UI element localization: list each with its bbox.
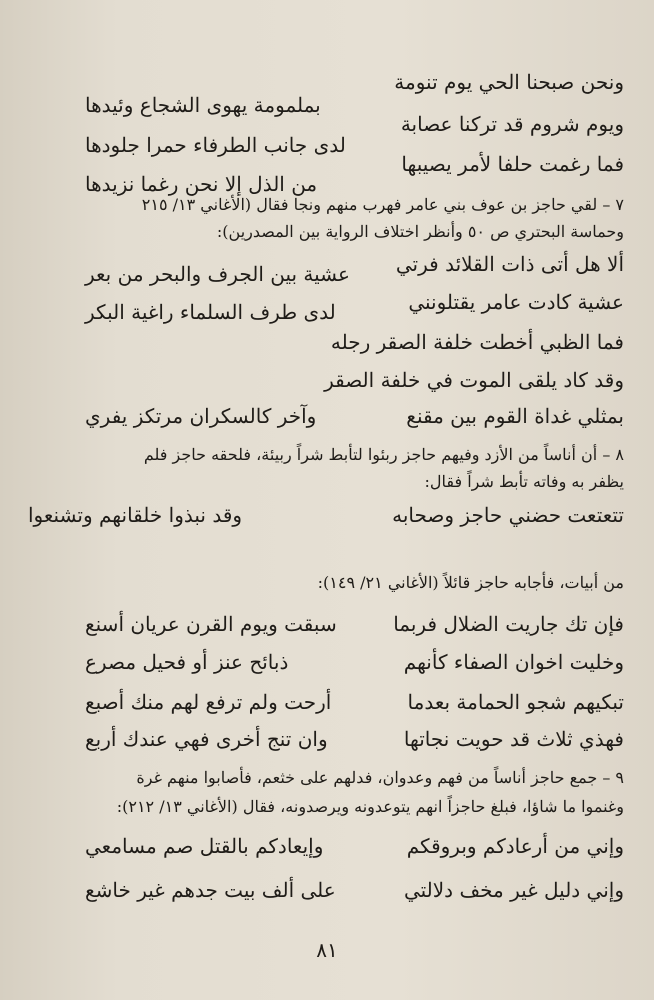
page-number: ٨١ — [316, 938, 338, 962]
prose-line: ٧ – لقي حاجز بن عوف بني عامر فهرب منهم ونجا فقال (الأغاني ١٣/ ٢١٥ — [141, 195, 624, 214]
verse-line: وان تنج أخرى فهي عندك أربع — [85, 727, 328, 751]
verse-line: ويوم شروم قد تركنا عصابة — [400, 112, 624, 136]
verse-line: لدى جانب الطرفاء حمرا جلودها — [85, 133, 346, 157]
verse-line: ونحن صبحنا الحي يوم تنومة — [394, 70, 624, 94]
verse-line: عشية بين الجرف والبحر من بعر — [85, 262, 350, 286]
verse-line: بملمومة يهوى الشجاع وئيدها — [85, 93, 321, 117]
verse-line: عشية كادت عامر يقتلونني — [408, 290, 624, 314]
prose-line: وحماسة البحتري ص ٥٠ وأنظر اختلاف الرواية بين المصدرين): — [216, 222, 624, 241]
verse-line: ذبائح عنز أو فحيل مصرع — [85, 650, 289, 674]
verse-line: وخليت اخوان الصفاء كأنهم — [403, 650, 624, 674]
verse-line: من الذل إلا نحن رغما نزيدها — [85, 172, 318, 196]
verse-line: لدى طرف السلماء راغية البكر — [85, 300, 336, 324]
verse-line: ألا هل أتى ذات القلائد فرتي — [395, 252, 624, 276]
verse-line: وإني دليل غير مخف دلالتي — [403, 878, 624, 902]
prose-line: يظفر به وفاته تأبط شراً فقال: — [424, 472, 624, 491]
verse-line: وإني من أرعادكم وبروقكم — [406, 834, 624, 858]
verse-line: فهذي ثلاث قد حويت نجاتها — [403, 727, 624, 751]
verse-line: سبقت ويوم القرن عريان أسنع — [85, 612, 337, 636]
prose-line: وغنموا ما شاؤا، فبلغ حاجزاً انهم يتوعدونه ويرصدونه، فقال (الأغاني ١٣/ ٢١٢): — [116, 797, 624, 816]
prose-line: من أبيات، فأجابه حاجز قائلاً (الأغاني ٢١/ ١٤٩): — [317, 573, 624, 592]
verse-line: على ألف بيت جدهم غير خاشع — [85, 878, 336, 902]
verse-line: فما الظبي أخطت خلفة الصقر رجله — [330, 330, 624, 354]
verse-line: فإن تك جاريت الضلال فربما — [393, 612, 624, 636]
verse-line: تبكيهم شجو الحمامة بعدما — [407, 690, 624, 714]
verse-line: فما رغمت حلفا لأمر يصيبها — [401, 152, 624, 176]
verse-line: تتعتعت حضني حاجز وصحابه — [392, 503, 624, 527]
verse-line: أرحت ولم ترفع لهم منك أصبع — [85, 690, 332, 714]
verse-line: وقد كاد يلقى الموت في خلفة الصقر — [324, 368, 624, 392]
prose-line: ٨ – أن أناساً من الأزد وفيهم حاجز ربئوا لتأبط شراً ربيئة، فلحقه حاجز فلم — [143, 445, 624, 464]
prose-line: ٩ – جمع حاجز أناساً من فهم وعدوان، فدلهم على خثعم، فأصابوا منهم غرة — [136, 768, 624, 787]
verse-line: وإيعادكم بالقتل صم مسامعي — [85, 834, 324, 858]
verse-line: وآخر كالسكران مرتكز يفري — [85, 404, 317, 428]
verse-line: وقد نبذوا خلقانهم وتشنعوا — [28, 503, 243, 527]
verse-line: بمثلي غداة القوم بين مقنع — [406, 404, 624, 428]
